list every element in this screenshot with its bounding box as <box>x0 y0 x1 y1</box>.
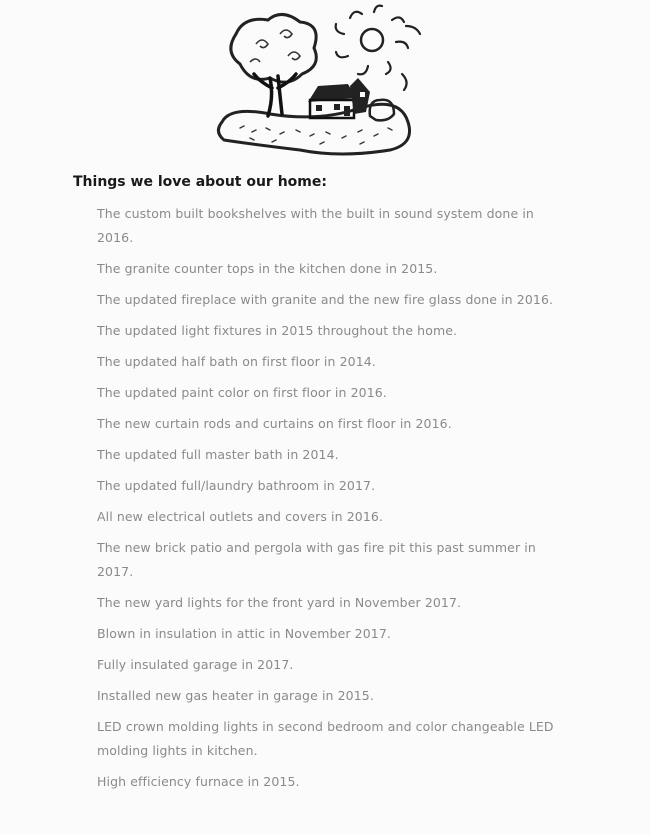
list-item: The new yard lights for the front yard in November 2017. <box>97 595 462 610</box>
list-item: All new electrical outlets and covers in 2016. <box>97 509 383 524</box>
section-heading: Things we love about our home: <box>73 174 327 190</box>
list-item: The updated light fixtures in 2015 throughout the home. <box>97 323 458 338</box>
list-item: The new brick patio and pergola with gas fire pit this past summer in 2017. <box>97 540 536 579</box>
list-item: Installed new gas heater in garage in 2015. <box>97 688 374 703</box>
list-item: The updated half bath on first floor in 2014. <box>97 354 376 369</box>
list-item: The updated full master bath in 2014. <box>97 447 339 462</box>
list-item: The new curtain rods and curtains on first floor in 2016. <box>97 416 452 431</box>
list-item: The updated fireplace with granite and the new fire glass done in 2016. <box>97 292 554 307</box>
list-item: The granite counter tops in the kitchen done in 2015. <box>97 261 438 276</box>
list-item: High efficiency furnace in 2015. <box>97 774 300 789</box>
list-item: Blown in insulation in attic in November 2017. <box>97 626 391 641</box>
list-item: The updated full/laundry bathroom in 2017. <box>97 478 376 493</box>
list-item: Fully insulated garage in 2017. <box>97 657 294 672</box>
list-item: LED crown molding lights in second bedroom and color changeable LED molding lights in kitchen. <box>97 719 554 758</box>
list-item: The updated paint color on first floor in 2016. <box>97 385 387 400</box>
list-item: The custom built bookshelves with the built in sound system done in 2016. <box>97 206 534 245</box>
features-list <box>97 202 567 801</box>
house-tree-sun-illustration <box>210 4 425 164</box>
